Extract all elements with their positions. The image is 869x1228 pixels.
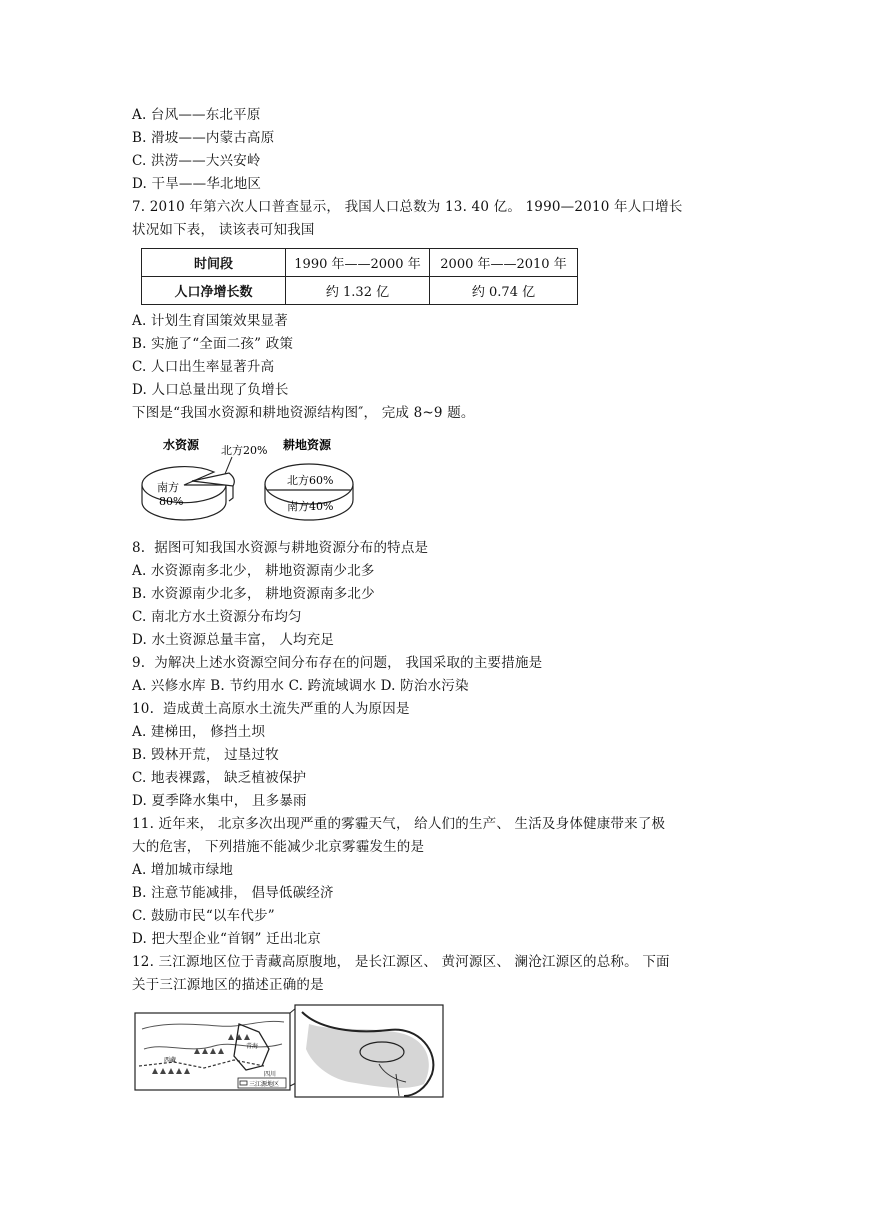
map-region-label: 青海 bbox=[246, 1043, 259, 1050]
question-7-line-2: 状况如下表， 读该表可知我国 bbox=[132, 222, 315, 238]
table-header-period: 时间段 bbox=[142, 249, 286, 277]
option-d-drought: D. 干旱——华北地区 bbox=[132, 176, 262, 192]
table-header-1990-2000: 1990 年——2000 年 bbox=[286, 249, 430, 277]
population-growth-table bbox=[141, 248, 578, 305]
q11-option-a: A. 增加城市绿地 bbox=[132, 862, 234, 878]
q9-options: A. 兴修水库 B. 节约用水 C. 跨流域调水 D. 防治水污染 bbox=[132, 678, 469, 694]
q10-option-b: B. 毁林开荒， 过垦过牧 bbox=[132, 747, 279, 763]
question-11-line-1: 11. 近年来， 北京多次出现严重的雾霾天气， 给人们的生产、 生活及身体健康带来了极 bbox=[132, 816, 666, 832]
q11-option-d: D. 把大型企业“首钢” 迁出北京 bbox=[132, 931, 321, 947]
table-cell-1990-2000: 约 1.32 亿 bbox=[286, 277, 430, 305]
q10-option-a: A. 建梯田， 修挡土坝 bbox=[132, 724, 266, 740]
table-row bbox=[142, 277, 578, 305]
figure-intro: 下图是“我国水资源和耕地资源结构图″， 完成 8~9 题。 bbox=[132, 405, 475, 421]
map-region-label: 四川 bbox=[264, 1071, 277, 1078]
q8-option-c: C. 南北方水土资源分布均匀 bbox=[132, 609, 302, 625]
question-11-line-2: 大的危害， 下列措施不能减少北京雾霾发生的是 bbox=[132, 839, 425, 855]
right-overview-map bbox=[295, 1005, 443, 1097]
q7-option-c: C. 人口出生率显著升高 bbox=[132, 359, 275, 375]
map-legend-label: 三江源地区 bbox=[249, 1081, 280, 1088]
question-8: 8. 据图可知我国水资源与耕地资源分布的特点是 bbox=[132, 540, 429, 556]
land-pie-title: 耕地资源 bbox=[283, 438, 332, 452]
table-row-label: 人口净增长数 bbox=[142, 277, 286, 305]
q8-option-b: B. 水资源南少北多， 耕地资源南多北少 bbox=[132, 586, 375, 602]
question-12-line-2: 关于三江源地区的描述正确的是 bbox=[132, 977, 324, 993]
q10-option-c: C. 地表裸露， 缺乏植被保护 bbox=[132, 770, 307, 786]
water-pie-south-value: 80% bbox=[159, 495, 184, 508]
land-pie-south-label: 南方40% bbox=[287, 500, 334, 513]
q10-option-d: D. 夏季降水集中， 且多暴雨 bbox=[132, 793, 307, 809]
map-region-label: 西藏 bbox=[164, 1057, 177, 1064]
option-a-typhoon: A. 台风——东北平原 bbox=[132, 107, 261, 123]
land-pie-north-label: 北方60% bbox=[287, 474, 334, 487]
q8-option-a: A. 水资源南多北少， 耕地资源南少北多 bbox=[132, 563, 375, 579]
question-12-line-1: 12. 三江源地区位于青藏高原腹地， 是长江源区、 黄河源区、 澜沧江源区的总称。 下面 bbox=[132, 954, 670, 970]
table-header-row bbox=[142, 249, 578, 277]
question-10: 10. 造成黄土高原水土流失严重的人为原因是 bbox=[132, 701, 410, 717]
q8-option-d: D. 水土资源总量丰富， 人均充足 bbox=[132, 632, 335, 648]
q7-option-a: A. 计划生育国策效果显著 bbox=[132, 313, 288, 329]
water-pie-title: 水资源 bbox=[163, 438, 200, 452]
table-cell-2000-2010: 约 0.74 亿 bbox=[430, 277, 578, 305]
option-c-flood: C. 洪涝——大兴安岭 bbox=[132, 153, 261, 169]
q7-option-b: B. 实施了“全面二孩” 政策 bbox=[132, 336, 294, 352]
water-pie-north-label: 北方20% bbox=[221, 444, 268, 457]
water-pie-south-slice bbox=[142, 467, 226, 503]
water-pie bbox=[142, 467, 234, 520]
left-detail-map bbox=[135, 1013, 290, 1090]
q11-option-b: B. 注意节能减排， 倡导低碳经济 bbox=[132, 885, 334, 901]
sanjiangyuan-map-figure bbox=[134, 1004, 446, 1100]
q11-option-c: C. 鼓励市民“以车代步” bbox=[132, 908, 275, 924]
option-b-landslide: B. 滑坡——内蒙古高原 bbox=[132, 130, 275, 146]
question-7-line-1: 7. 2010 年第六次人口普查显示， 我国人口总数为 13. 40 亿。 1990—2010 年人口增长 bbox=[132, 199, 683, 215]
table-header-2000-2010: 2000 年——2010 年 bbox=[430, 249, 578, 277]
q7-option-d: D. 人口总量出现了负增长 bbox=[132, 382, 289, 398]
question-9: 9. 为解决上述水资源空间分布存在的问题， 我国采取的主要措施是 bbox=[132, 655, 543, 671]
resource-pie-figure bbox=[137, 428, 357, 540]
water-pie-south-label: 南方 bbox=[157, 481, 179, 494]
